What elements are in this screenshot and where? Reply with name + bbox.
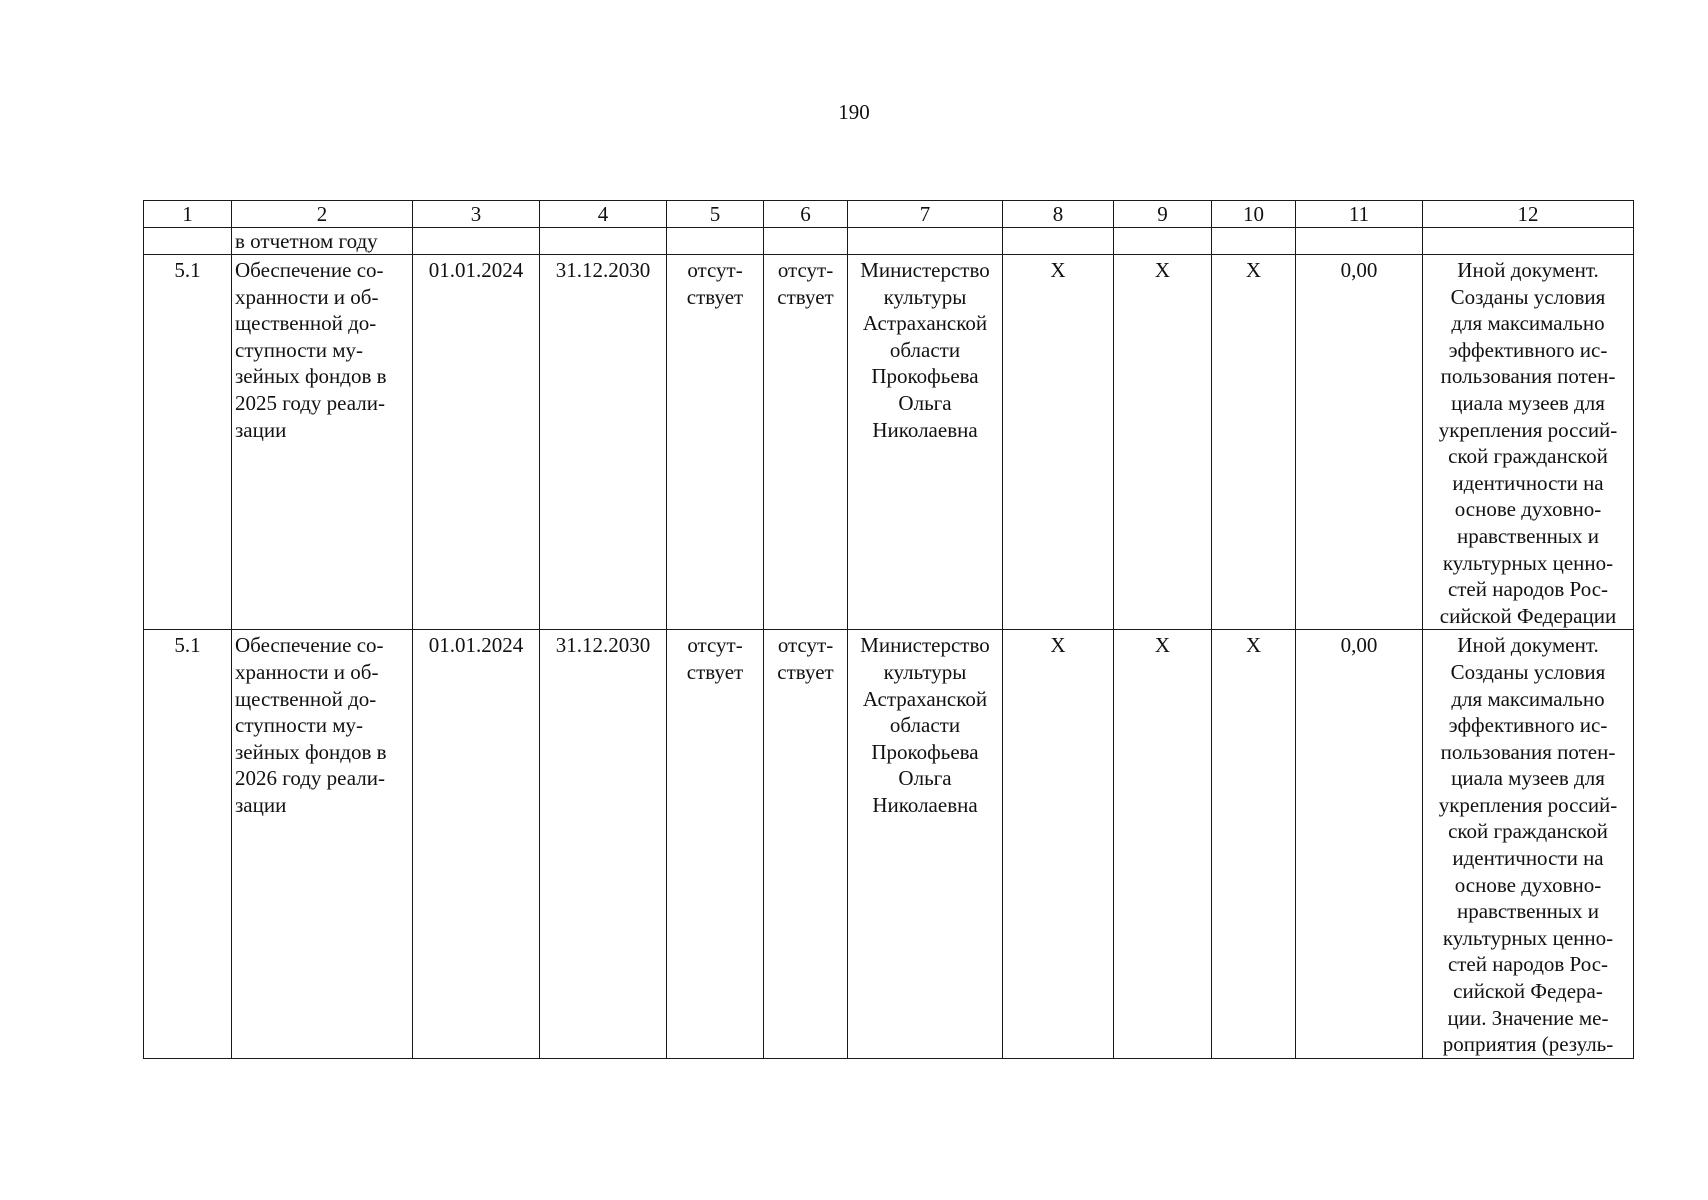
data-table — [143, 200, 1634, 1059]
empty-cell — [848, 228, 1003, 255]
column-number-row — [144, 201, 1634, 228]
responsible-person: Министерство культуры Астраханской области Прокофьева Ольга Николаевна — [848, 630, 1003, 1059]
empty-cell — [540, 228, 667, 255]
col5-value: отсут- ствует — [667, 255, 764, 630]
col8-value: X — [1003, 630, 1114, 1059]
column-number: 4 — [540, 201, 667, 228]
item-name: Обеспечение со- хранности и об- щественной до- ступности му- зейных фондов в 2026 году реали- зации — [232, 630, 413, 1059]
continuation-row — [144, 228, 1634, 255]
column-number: 6 — [764, 201, 848, 228]
table-row — [144, 630, 1634, 1059]
col6-value: отсут- ствует — [764, 630, 848, 1059]
column-number: 3 — [413, 201, 540, 228]
empty-cell — [144, 228, 232, 255]
empty-cell — [667, 228, 764, 255]
table-row — [144, 255, 1634, 630]
responsible-person: Министерство культуры Астраханской области Прокофьева Ольга Николаевна — [848, 255, 1003, 630]
col8-value: X — [1003, 255, 1114, 630]
start-date: 01.01.2024 — [413, 255, 540, 630]
empty-cell — [413, 228, 540, 255]
item-number: 5.1 — [144, 255, 232, 630]
col6-value: отсут- ствует — [764, 255, 848, 630]
amount-value: 0,00 — [1296, 630, 1423, 1059]
page-number: 190 — [838, 100, 870, 124]
column-number: 5 — [667, 201, 764, 228]
col9-value: X — [1114, 630, 1212, 1059]
column-number: 8 — [1003, 201, 1114, 228]
col9-value: X — [1114, 255, 1212, 630]
empty-cell — [1212, 228, 1296, 255]
empty-cell — [1296, 228, 1423, 255]
column-number: 2 — [232, 201, 413, 228]
column-number: 9 — [1114, 201, 1212, 228]
document-description: Иной документ. Созданы условия для максимально эффективного ис- пользования потен- циала музеев для укрепления россий- ской гражданской идентичности на основе духовно- нравственных и культурных ценно- стей народов Рос- сийской Федерации — [1423, 255, 1634, 630]
col5-value: отсут- ствует — [667, 630, 764, 1059]
empty-cell — [1423, 228, 1634, 255]
empty-cell — [1003, 228, 1114, 255]
start-date: 01.01.2024 — [413, 630, 540, 1059]
continuation-text: в отчетном году — [232, 228, 413, 255]
empty-cell — [764, 228, 848, 255]
column-number: 1 — [144, 201, 232, 228]
document-description: Иной документ. Созданы условия для максимально эффективного ис- пользования потен- циала музеев для укрепления россий- ской гражданской идентичности на основе духовно- нравственных и культурных ценно- стей народов Рос- сийской Федера- ции. Значение ме- роприятия (резуль- — [1423, 630, 1634, 1059]
column-number: 7 — [848, 201, 1003, 228]
end-date: 31.12.2030 — [540, 630, 667, 1059]
empty-cell — [1114, 228, 1212, 255]
col10-value: X — [1212, 255, 1296, 630]
end-date: 31.12.2030 — [540, 255, 667, 630]
column-number: 10 — [1212, 201, 1296, 228]
column-number: 12 — [1423, 201, 1634, 228]
column-number: 11 — [1296, 201, 1423, 228]
amount-value: 0,00 — [1296, 255, 1423, 630]
col10-value: X — [1212, 630, 1296, 1059]
item-number: 5.1 — [144, 630, 232, 1059]
item-name: Обеспечение со- хранности и об- щественной до- ступности му- зейных фондов в 2025 году реали- зации — [232, 255, 413, 630]
